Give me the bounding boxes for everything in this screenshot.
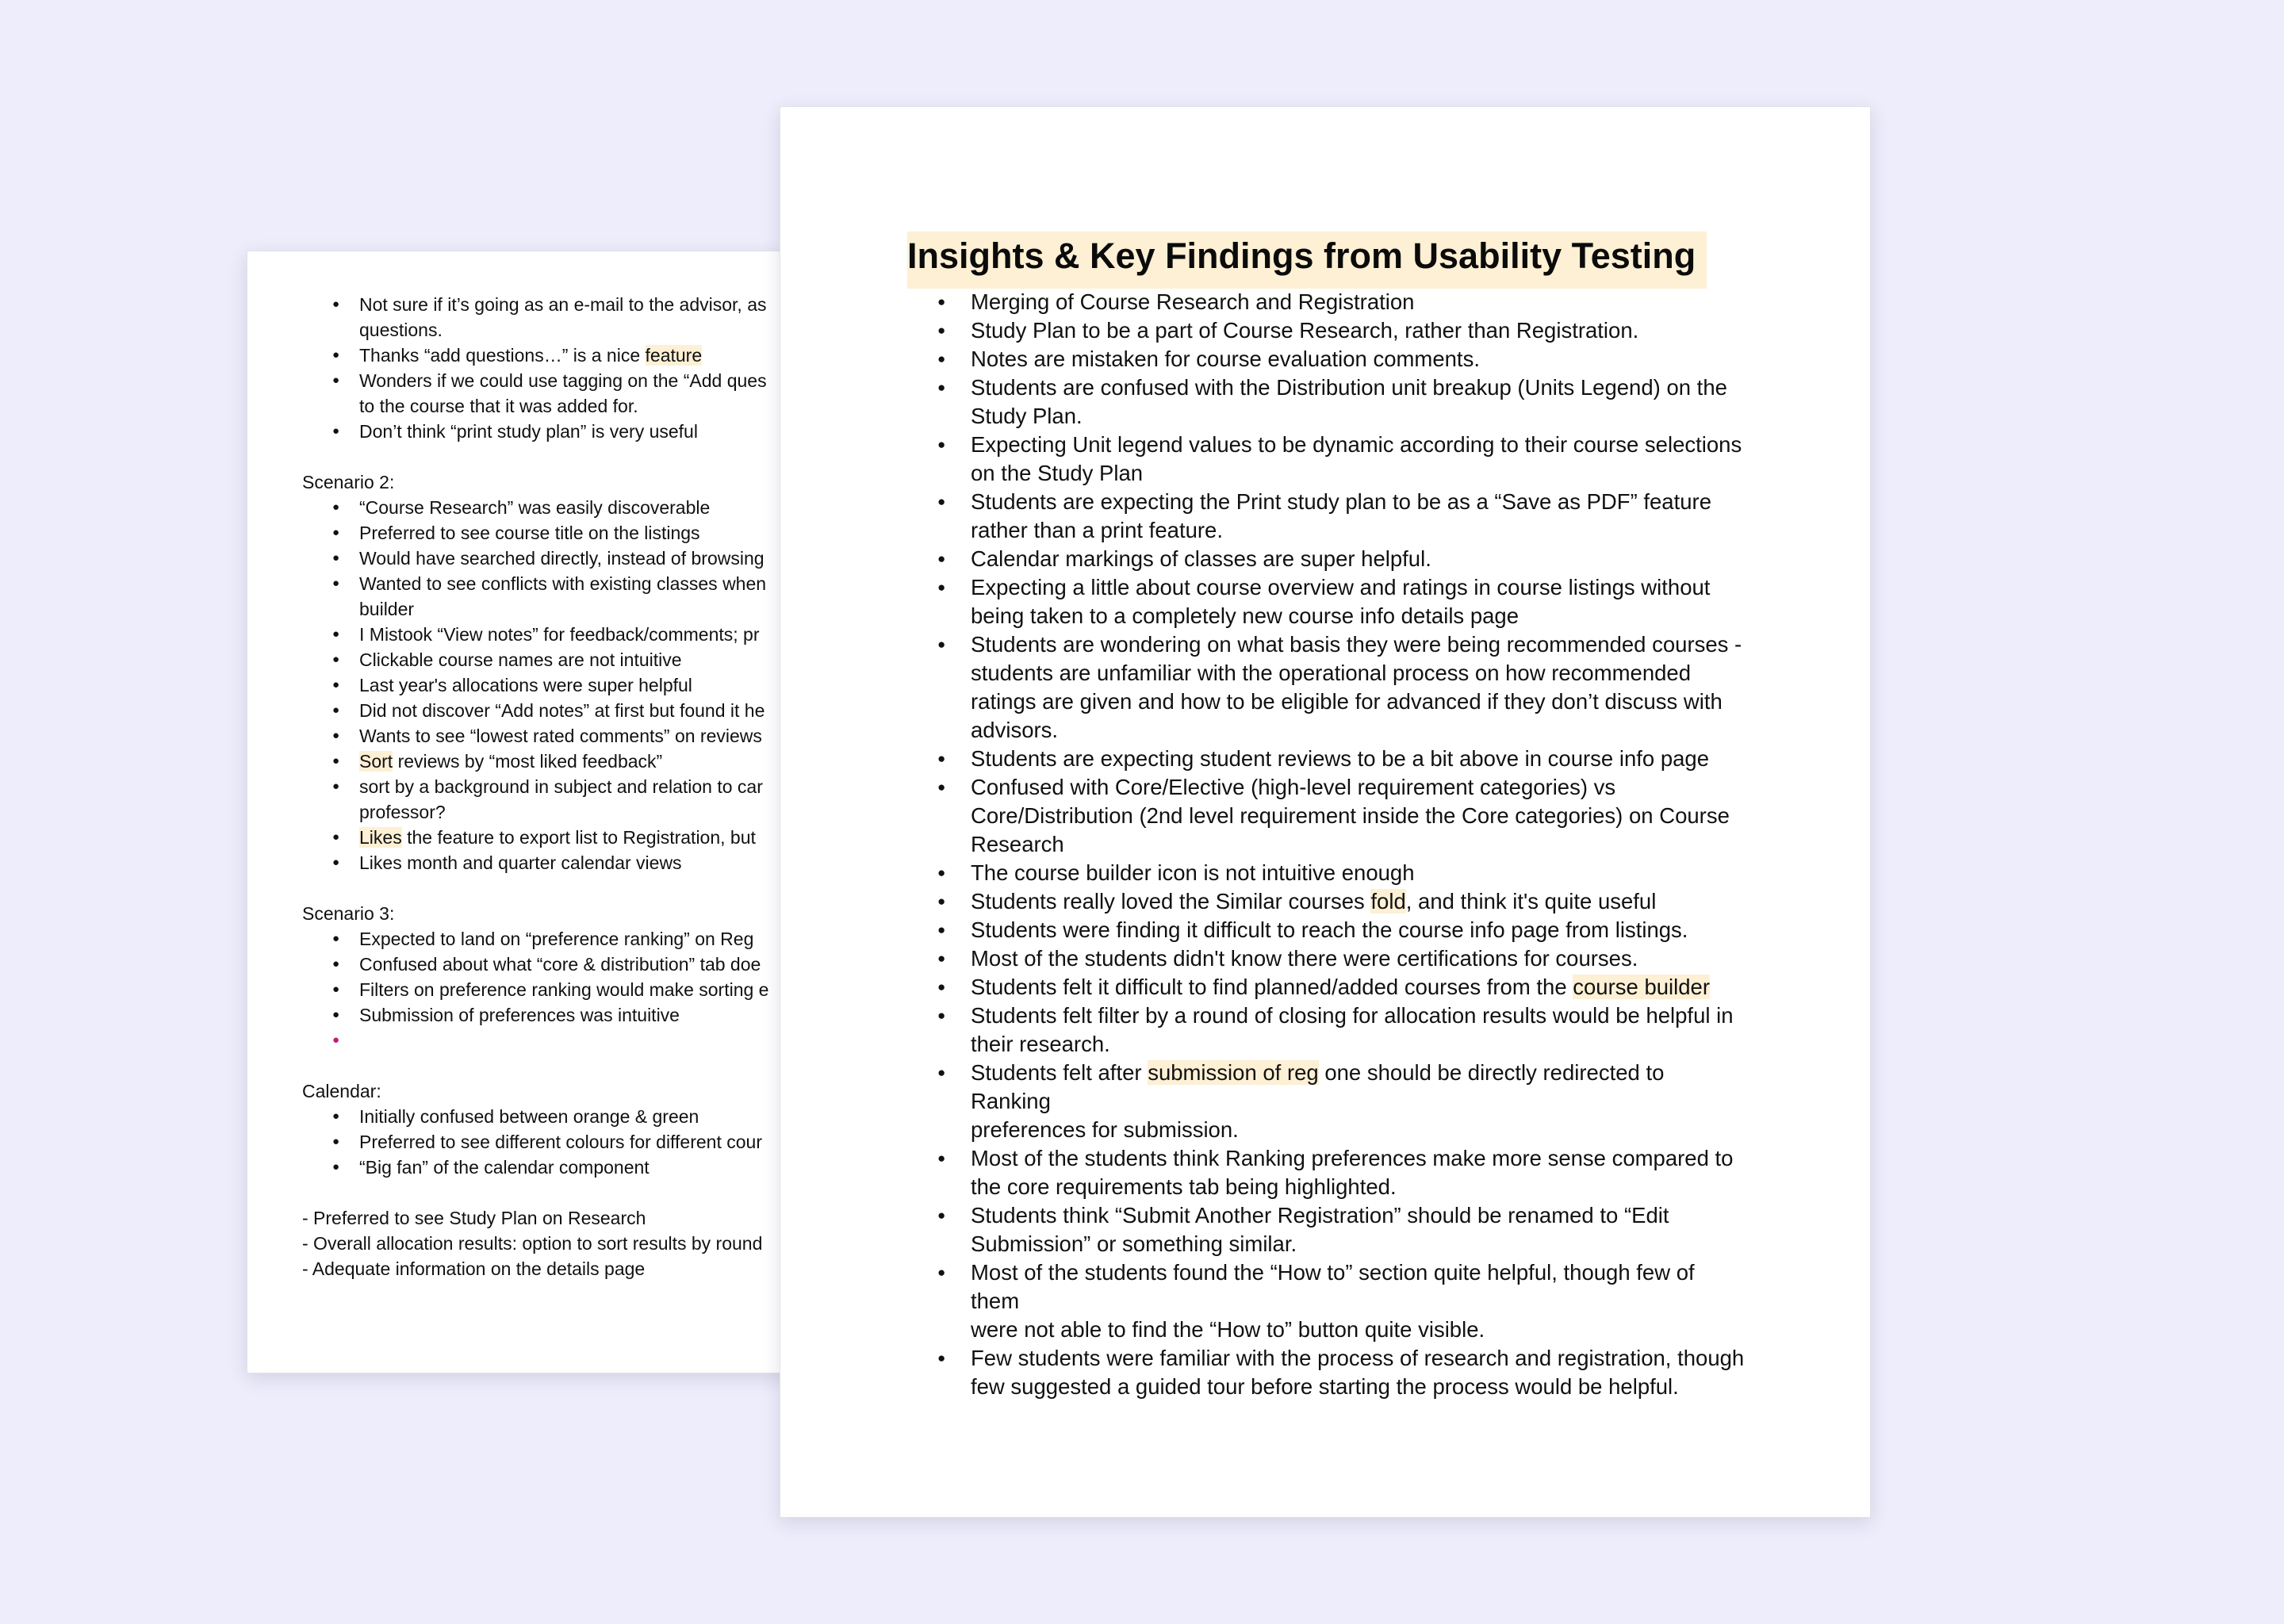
list-item-text: ● Expecting a little about course overview and ratings in course listings without [971,575,1711,599]
list-item-text-segment: reviews by “most liked feedback” [393,751,663,772]
list-item-text-segment: Students felt it difficult to find planned/added courses from the [971,975,1573,999]
list-item [907,1144,1748,1201]
scenario-2-heading: Scenario 2: [302,472,395,492]
list-item-text: ● Preferred to see different colours for different cour [359,1132,762,1152]
note-line: - Overall allocation results: option to sort results by round [302,1233,763,1254]
note-line: - Preferred to see Study Plan on Research [302,1208,646,1228]
list-item-text: ● Most of the students found the “How to” section quite helpful, though few of them [971,1260,1695,1313]
list-item-text: students are unfamiliar with the operational process on how recommended [971,661,1691,685]
list-item-text: being taken to a completely new course info details page [971,603,1519,628]
list-item-text: Research [971,832,1064,856]
scenario-3-heading: Scenario 3: [302,903,395,924]
list-item-text: ● Don’t think “print study plan” is very useful [359,421,698,442]
list-item [907,745,1748,773]
list-item-text: ● Notes are mistaken for course evaluation comments. [971,347,1480,371]
list-item-text: ● Calendar markings of classes are super helpful. [971,546,1431,571]
list-item [907,545,1748,573]
list-item-text: preferences for submission. [971,1117,1239,1142]
list-item-text: few suggested a guided tour before starting the process would be helpful. [971,1374,1679,1399]
list-item [907,573,1748,630]
list-item [907,630,1748,745]
list-item [907,488,1748,545]
list-item-text: ● Wanted to see conflicts with existing classes when [359,573,767,594]
list-item-text-segment: one should be directly redirected to Ranking [971,1060,1665,1113]
list-item-text: advisors. [971,718,1059,742]
list-item-text: ● Students are confused with the Distribution unit breakup (Units Legend) on the [971,375,1727,400]
findings-list [907,288,1748,1401]
list-item-text: ● “Course Research” was easily discoverable [359,497,711,518]
list-item [907,887,1748,916]
list-item-text: Submission” or something similar. [971,1231,1297,1256]
list-item [907,973,1748,1002]
list-item-text: ● sort by a background in subject and relation to car [359,776,763,797]
list-item-text: Study Plan. [971,404,1083,428]
list-item-text: on the Study Plan [971,461,1144,485]
list-item-text: to the course that it was added for. [359,396,638,416]
list-item-text: rather than a print feature. [971,518,1223,542]
list-item [907,288,1748,316]
list-item-text: professor? [359,802,446,822]
list-item [907,859,1748,887]
list-item-text: ● Initially confused between orange & green [359,1106,699,1127]
list-item-text: Core/Distribution (2nd level requirement inside the Core categories) on Course [971,803,1730,828]
list-item [907,431,1748,488]
list-item-text: ratings are given and how to be eligible for advanced if they don’t discuss with [971,689,1723,714]
list-item [907,345,1748,373]
highlighted-text: submission of reg [1148,1060,1319,1085]
list-item-text: ● Few students were familiar with the process of research and registration, though [971,1346,1745,1370]
list-item-text: ● Students are wondering on what basis they were being recommended courses - [971,632,1742,657]
list-item-text: ● Wonders if we could use tagging on the “Add ques [359,370,767,391]
list-item-text [971,973,1748,1002]
list-item [907,773,1748,859]
list-item-text: ● Merging of Course Research and Registration [971,289,1415,314]
list-item-text: the core requirements tab being highlighted. [971,1174,1397,1199]
list-item [907,316,1748,345]
list-item-text-segment: , and think it's quite useful [1405,889,1657,914]
list-item-text: ● Likes month and quarter calendar views [359,852,682,873]
calendar-heading: Calendar: [302,1081,381,1101]
list-item-text [971,1059,1748,1116]
list-item-text-segment: Students felt after [971,1060,1148,1085]
list-item-text: were not able to find the “How to” button quite visible. [971,1317,1485,1342]
front-document-page [780,106,1871,1518]
list-item-text: ● The course builder icon is not intuitive enough [971,860,1415,885]
list-item-text: ● Confused about what “core & distribution” tab doe [359,954,761,975]
highlighted-text: course builder [1573,975,1710,999]
list-item-text: ● Did not discover “Add notes” at first but found it he [359,700,765,721]
highlighted-text: fold [1370,889,1406,914]
list-item-text: ● Submission of preferences was intuitive [359,1005,680,1025]
list-item-text: questions. [359,320,443,340]
list-item-text: ● Students are expecting the Print study plan to be as a “Save as PDF” feature [971,489,1711,514]
document-title: Insights & Key Findings from Usability Testing [907,236,1696,276]
list-item-text: ● Preferred to see course title on the listings [359,523,700,543]
list-item [907,1201,1748,1258]
list-item-text: ● Clickable course names are not intuitive [359,649,682,670]
list-item [907,373,1748,431]
list-item-text: ● Students think “Submit Another Registration” should be renamed to “Edit [971,1203,1669,1228]
list-item-text: builder [359,599,415,619]
list-item [907,1258,1748,1344]
list-item-text: ● Confused with Core/Elective (high-level requirement categories) vs [971,775,1616,799]
list-item-text: ● Most of the students think Ranking preferences make more sense compared to [971,1146,1734,1170]
list-item-text: ● Not sure if it’s going as an e-mail to the advisor, as [359,294,767,315]
list-item-text: their research. [971,1032,1110,1056]
list-item-text-segment: the feature to export list to Registration, but [401,827,756,848]
list-item-text-segment: Students really loved the Similar courses [971,889,1371,914]
list-item-text: ● Expecting Unit legend values to be dynamic according to their course selections [971,432,1742,457]
list-item-text: ● Students felt filter by a round of closing for allocation results would be helpful in [971,1003,1734,1028]
list-item-text: ● “Big fan” of the calendar component [359,1157,650,1178]
list-item [907,1059,1748,1144]
list-item [907,916,1748,944]
list-item [907,1344,1748,1401]
highlighted-text: feature [645,345,703,366]
list-item-text [971,887,1748,916]
list-item [907,1002,1748,1059]
list-item-text-segment: Thanks “add questions…” is a nice [359,345,646,366]
note-line: - Adequate information on the details page [302,1258,646,1279]
title-highlight [907,232,1707,289]
list-item [907,944,1748,973]
list-item-text: ● Would have searched directly, instead of browsing [359,548,765,569]
list-item-text: ● Last year's allocations were super helpful [359,675,692,695]
list-item-text: ● Study Plan to be a part of Course Research, rather than Registration. [971,318,1639,343]
list-item-text: ● I Mistook “View notes” for feedback/comments; pr [359,624,760,645]
list-item-text: ● Wants to see “lowest rated comments” on reviews [359,726,762,746]
highlighted-text: Sort [359,751,393,772]
list-item-text: ● Students are expecting student reviews to be a bit above in course info page [971,746,1710,771]
list-item-text: ● Most of the students didn't know there were certifications for courses. [971,946,1638,971]
list-item-text: ● Filters on preference ranking would make sorting e [359,979,769,1000]
highlighted-text: Likes [359,827,402,848]
list-item-text: ● Students were finding it difficult to reach the course info page from listings. [971,917,1688,942]
list-item-text: ● Expected to land on “preference ranking” on Reg [359,929,754,949]
